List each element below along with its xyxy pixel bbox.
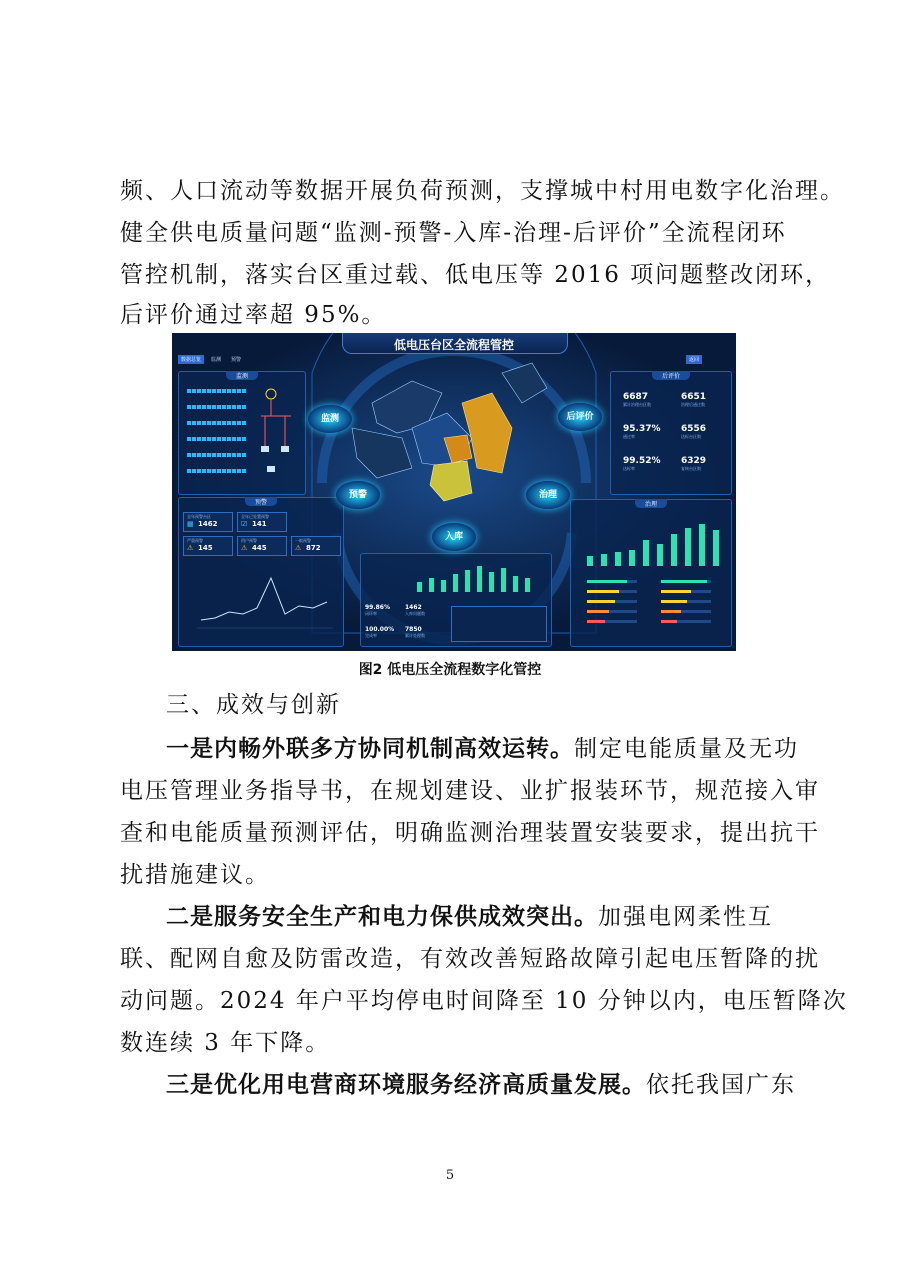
warning-trend-chart (187, 568, 335, 638)
kpi-value: 6329 (681, 456, 707, 466)
panel-title: 监测 (226, 371, 258, 380)
kpi-label: 全年已处置预警 (241, 514, 269, 519)
text-span: 加强电网柔性互 (598, 904, 773, 930)
kpi-label: 一般预警 (295, 538, 311, 543)
tab-warning[interactable]: 预警 (231, 357, 242, 363)
kpi-value: 1462 (198, 520, 218, 528)
kpi-item (681, 424, 706, 440)
node-post-eval[interactable]: 后评价 (558, 403, 602, 431)
text-line (166, 1066, 796, 1104)
kpi-value: 872 (306, 544, 321, 552)
node-storage[interactable]: 入库 (432, 523, 476, 551)
governance-bar-chart (575, 516, 727, 570)
warning-icon: ⚠ (295, 544, 302, 552)
dashboard-title: 低电压台区全流程管控 (393, 338, 514, 352)
kpi-item (365, 626, 394, 639)
figure-caption: 图2 低电压全流程数字化管控 (358, 662, 542, 678)
circuit-diagram (257, 386, 301, 486)
dashboard-figure (172, 333, 736, 651)
kpi-item (623, 424, 661, 440)
warning-kpi (183, 512, 233, 532)
text-line: 扰措施建议。 (120, 862, 270, 888)
back-button[interactable]: 返回 (686, 355, 702, 364)
monitor-panel (178, 371, 306, 495)
kpi-item (405, 626, 425, 639)
kpi-label: 严重预警 (187, 538, 203, 543)
tab-monitor[interactable]: 监测 (211, 357, 222, 363)
text-line (166, 898, 773, 936)
kpi-label: 治理后通过数 (681, 402, 705, 407)
kpi-value: 6651 (681, 392, 707, 402)
kpi-item (681, 392, 706, 408)
progress-bar (187, 453, 247, 457)
panel-title: 治理 (635, 499, 667, 508)
warning-panel (178, 497, 344, 647)
storage-bar-chart (411, 560, 547, 598)
governance-panel (570, 499, 732, 647)
kpi-value: 99.86% (365, 604, 390, 611)
warning-kpi (183, 536, 233, 556)
post-eval-panel (610, 371, 732, 495)
progress-bar (187, 469, 247, 473)
kpi-label: 闭环率 (365, 611, 377, 616)
kpi-label: 累计治理台区数 (623, 402, 651, 407)
bold-lead: 一是内畅外联多方协同机制高效运转。 (166, 736, 574, 762)
kpi-label: 达标台区数 (681, 434, 701, 439)
warning-icon: ⚠ (241, 544, 248, 552)
text-span: 制定电能质量及无功 (574, 736, 799, 762)
warning-kpi (237, 536, 287, 556)
kpi-value: 99.52% (623, 456, 661, 466)
panel-title: 预警 (245, 497, 277, 506)
bold-lead: 二是服务安全生产和电力保供成效突出。 (166, 904, 598, 930)
page-number: 5 (445, 1168, 455, 1183)
kpi-label: 通过率 (623, 434, 635, 439)
kpi-value: 95.37% (623, 424, 661, 434)
panel-title: 后评价 (652, 371, 690, 380)
storage-panel (360, 553, 552, 647)
kpi-label: 累计处理数 (405, 633, 425, 638)
kpi-item (405, 604, 425, 617)
node-govern[interactable]: 治理 (526, 481, 570, 509)
text-line: 数连续 3 年下降。 (120, 1030, 331, 1056)
kpi-value: 445 (252, 544, 267, 552)
progress-bar (187, 437, 247, 441)
text-line: 电压管理业务指导书，在规划建设、业扩报装环节，规范接入审 (120, 778, 820, 804)
progress-bar (187, 421, 247, 425)
kpi-item (623, 392, 651, 408)
text-span: 依托我国广东 (646, 1072, 796, 1098)
kpi-value: 6687 (623, 392, 649, 402)
kpi-value: 1462 (405, 604, 422, 611)
kpi-label: 全年预警台区 (187, 514, 211, 519)
node-warning[interactable]: 预警 (336, 481, 380, 509)
text-line: 管控机制，落实台区重过载、低电压等 2016 项问题整改闭环， (120, 262, 831, 288)
node-monitor[interactable]: 监测 (308, 405, 352, 433)
kpi-label: 完成率 (365, 633, 377, 638)
warning-icon: ⚠ (187, 544, 194, 552)
text-line: 频、人口流动等数据开展负荷预测，支撑城中村用电数字化治理。 (120, 178, 845, 204)
kpi-value: 7850 (405, 626, 422, 633)
kpi-value: 6556 (681, 424, 707, 434)
kpi-item (681, 456, 706, 472)
progress-bar (187, 389, 247, 393)
warning-kpi (237, 512, 287, 532)
kpi-value: 100.00% (365, 626, 395, 633)
calendar-icon: ▦ (187, 520, 194, 528)
text-line (166, 730, 799, 768)
section-heading: 三、成效与创新 (166, 692, 341, 718)
text-line: 查和电能质量预测评估，明确监测治理装置安装要求，提出抗干 (120, 820, 820, 846)
text-line: 后评价通过率超 95%。 (120, 302, 387, 328)
kpi-label: 复核台区数 (681, 466, 701, 471)
kpi-label: 达标率 (623, 466, 635, 471)
check-icon: ☑ (241, 520, 248, 528)
storage-table (451, 606, 547, 642)
kpi-item (623, 456, 661, 472)
text-line: 动问题。2024 年户平均停电时间降至 10 分钟以内，电压暂降次 (120, 988, 848, 1014)
warning-kpi (291, 536, 341, 556)
kpi-label: 入库问题数 (405, 611, 425, 616)
tab-overview[interactable]: 数据总览 (178, 355, 204, 364)
governance-progress-list (577, 576, 727, 640)
kpi-value: 141 (252, 520, 267, 528)
progress-bar (187, 405, 247, 409)
kpi-label: 用户预警 (241, 538, 257, 543)
bold-lead: 三是优化用电营商环境服务经济高质量发展。 (166, 1072, 646, 1098)
kpi-item (365, 604, 390, 617)
text-line: 联、配网自愈及防雷改造，有效改善短路故障引起电压暂降的扰 (120, 946, 820, 972)
kpi-value: 145 (198, 544, 213, 552)
text-line: 健全供电质量问题“监测-预警-入库-治理-后评价”全流程闭环 (120, 220, 787, 246)
